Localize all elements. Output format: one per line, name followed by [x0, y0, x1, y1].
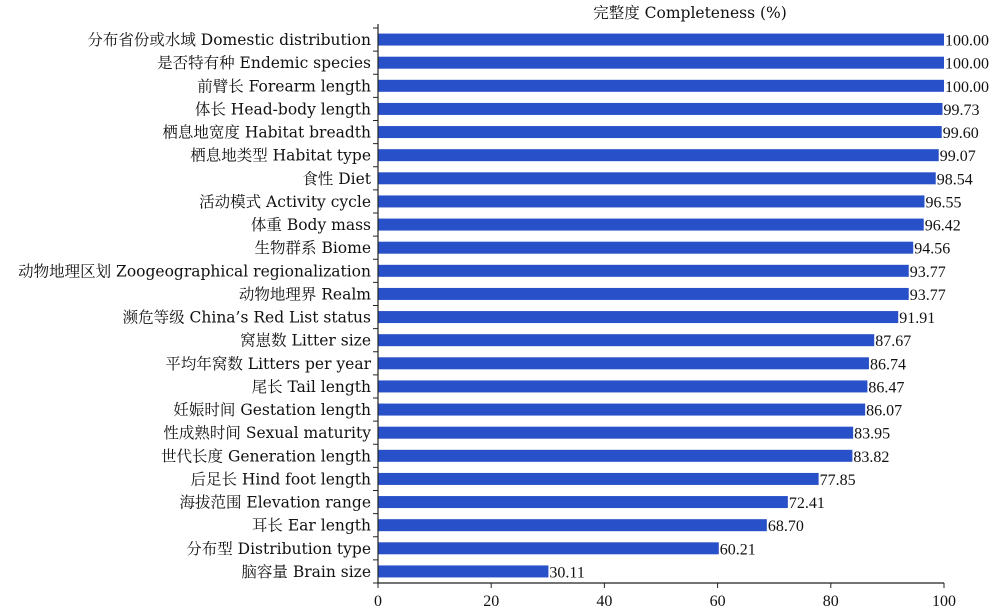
category-label: 濒危等级 China’s Red List status [122, 308, 371, 327]
category-label: 食性 Diet [302, 169, 371, 188]
category-label: 前臂长 Forearm length [197, 77, 371, 96]
value-label: 93.77 [909, 263, 946, 281]
value-label: 86.07 [866, 402, 903, 420]
x-tick-label: 0 [374, 593, 382, 608]
category-label: 栖息地宽度 Habitat breadth [162, 123, 371, 142]
bar [378, 219, 924, 231]
category-label: 是否特有种 Endemic species [157, 54, 371, 73]
category-label: 耳长 Ear length [251, 516, 371, 535]
category-label: 活动模式 Activity cycle [199, 192, 371, 211]
value-label: 96.55 [925, 194, 962, 212]
category-label: 窝崽数 Litter size [240, 331, 371, 350]
x-tick-label: 40 [596, 593, 613, 608]
category-label: 体重 Body mass [250, 216, 371, 235]
category-label: 妊娠时间 Gestation length [173, 401, 371, 420]
x-tick-label: 100 [932, 593, 956, 608]
category-label: 分布型 Distribution type [186, 539, 371, 558]
value-label: 93.77 [909, 286, 946, 304]
bar [378, 57, 944, 69]
value-label: 96.42 [924, 217, 961, 235]
category-label: 尾长 Tail length [251, 377, 371, 396]
value-label: 83.95 [854, 425, 891, 443]
bar [378, 242, 913, 254]
bar [378, 149, 939, 161]
value-label: 94.56 [914, 240, 951, 258]
category-label: 性成熟时间 Sexual maturity [163, 424, 371, 443]
bars-group [378, 34, 944, 578]
value-label: 60.21 [719, 541, 756, 559]
bar [378, 380, 867, 392]
category-label: 动物地理界 Realm [238, 285, 371, 304]
bar [378, 126, 942, 138]
value-label: 86.74 [869, 356, 906, 374]
bar [378, 473, 819, 485]
bar [378, 80, 944, 92]
value-label: 99.07 [939, 148, 976, 166]
category-label: 分布省份或水域 Domestic distribution [87, 31, 371, 50]
bar [378, 103, 942, 115]
value-label: 99.73 [943, 101, 980, 119]
bar [378, 427, 853, 439]
category-label: 后足长 Hind foot length [190, 470, 371, 489]
value-label: 83.82 [853, 448, 890, 466]
value-label: 77.85 [819, 471, 856, 489]
value-label: 100.00 [945, 78, 989, 96]
bar [378, 565, 548, 577]
category-label: 脑容量 Brain size [241, 562, 371, 581]
bar [378, 195, 924, 207]
bar [378, 265, 909, 277]
bar [378, 519, 767, 531]
bar [378, 311, 898, 323]
category-label: 动物地理区划 Zoogeographical regionalization [18, 262, 371, 281]
value-label: 87.67 [875, 333, 912, 351]
bar [378, 34, 944, 46]
category-label: 体长 Head-body length [194, 100, 371, 119]
value-label: 100.00 [945, 32, 989, 50]
bar [378, 288, 909, 300]
category-label: 平均年窝数 Litters per year [165, 354, 371, 373]
bar [378, 542, 719, 554]
category-labels-group [18, 31, 372, 581]
bar [378, 357, 869, 369]
bar [378, 172, 936, 184]
x-axis-title: 完整度 Completeness (%) [593, 4, 787, 22]
x-tick-label: 20 [483, 593, 500, 608]
category-label: 世代长度 Generation length [161, 447, 371, 466]
category-label: 生物群系 Biome [254, 239, 371, 258]
value-label: 99.60 [942, 125, 979, 143]
category-label: 海拔范围 Elevation range [179, 493, 371, 512]
value-label: 86.47 [868, 379, 905, 397]
bar [378, 450, 852, 462]
value-label: 98.54 [936, 171, 973, 189]
x-tick-label: 80 [822, 593, 839, 608]
value-label: 72.41 [788, 495, 825, 513]
value-label: 100.00 [945, 55, 989, 73]
bar [378, 404, 865, 416]
category-label: 栖息地类型 Habitat type [190, 146, 371, 165]
value-label: 68.70 [767, 518, 804, 536]
value-label: 30.11 [549, 564, 585, 582]
value-label: 91.91 [899, 310, 936, 328]
x-tick-label: 60 [709, 593, 726, 608]
bar [378, 334, 874, 346]
bar [378, 496, 788, 508]
